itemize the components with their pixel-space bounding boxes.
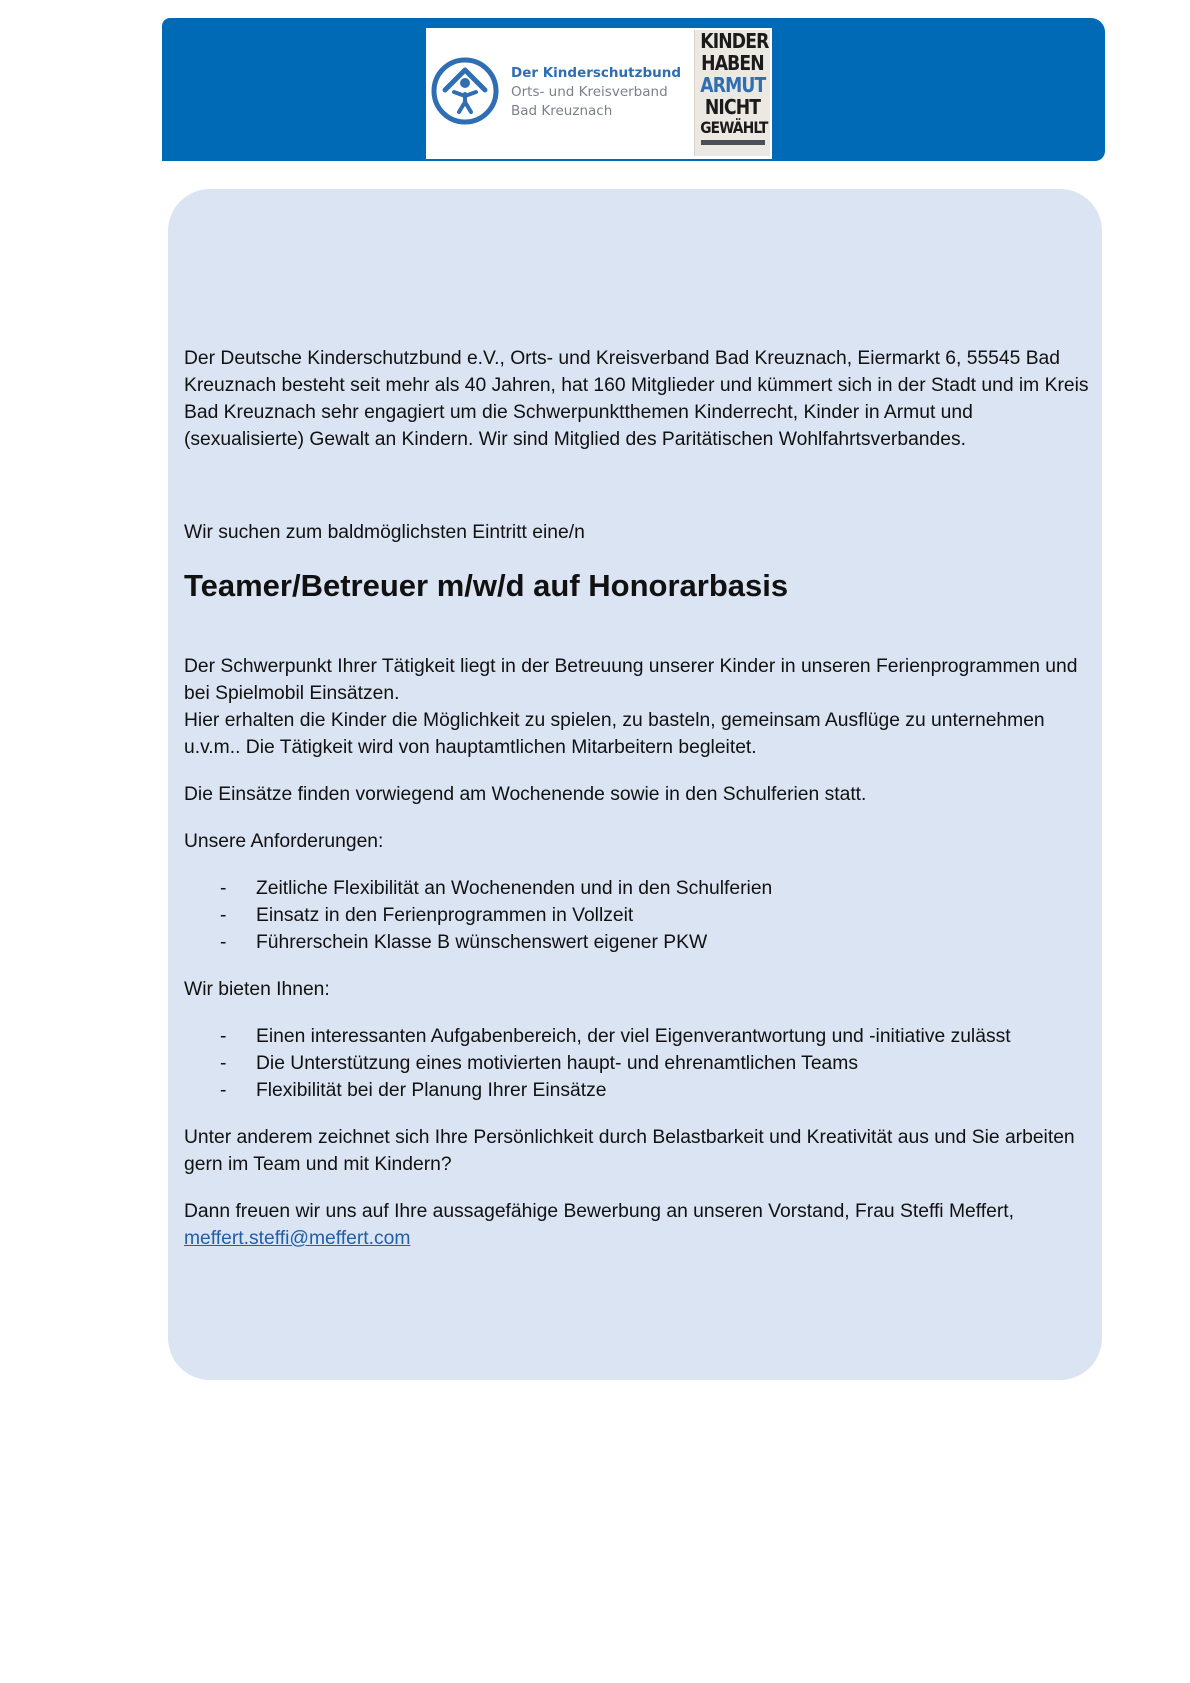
search-line: Wir suchen zum baldmöglichsten Eintritt eine/n	[184, 522, 585, 543]
logo-text	[511, 64, 681, 121]
campaign-logo	[694, 30, 770, 156]
closing-text: Dann freuen wir uns auf Ihre aussagefähige Bewerbung an unseren Vorstand, Frau Steffi Meffert,	[184, 1201, 1014, 1222]
campaign-word: HABEN	[701, 51, 764, 75]
list-item	[184, 1077, 1089, 1104]
offers-list	[184, 1023, 1089, 1104]
campaign-word: GEWÄHLT	[700, 118, 768, 137]
offer-heading: Wir bieten Ihnen:	[184, 979, 330, 1000]
list-item	[184, 1050, 1089, 1077]
focus-paragraph: Der Schwerpunkt Ihrer Tätigkeit liegt in der Betreuung unserer Kinder in unseren Ferienprogrammen und bei Spielmobil Einsätzen.	[184, 656, 1078, 704]
list-item-text: Einsatz in den Ferienprogrammen in Vollzeit	[256, 905, 634, 926]
list-item	[184, 875, 1089, 902]
email-link[interactable]: meffert.steffi@meffert.com	[184, 1228, 411, 1249]
list-item-text: Die Unterstützung eines motivierten haupt- und ehrenamtlichen Teams	[256, 1053, 858, 1074]
list-item	[184, 929, 1089, 956]
campaign-word: NICHT	[704, 95, 761, 119]
list-item-text: Zeitliche Flexibilität an Wochenenden und in den Schulferien	[256, 878, 773, 899]
activities-paragraph: Hier erhalten die Kinder die Möglichkeit zu spielen, zu basteln, gemeinsam Ausflüge zu unternehmen u.v.m.. Die Tätigkeit wird von hauptamtlichen Mitarbeitern begleitet.	[184, 710, 1045, 758]
list-item-text: Einen interessanten Aufgabenbereich, der viel Eigenverantwortung und -initiative zulässt	[256, 1026, 1011, 1047]
kinderschutzbund-emblem-icon	[430, 56, 500, 126]
schedule-paragraph: Die Einsätze finden vorwiegend am Wochenende sowie in den Schulferien statt.	[184, 784, 867, 805]
campaign-word: KINDER	[700, 29, 769, 53]
campaign-word: ARMUT	[700, 73, 766, 97]
logo-org-city: Bad Kreuznach	[511, 103, 613, 119]
intro-paragraph: Der Deutsche Kinderschutzbund e.V., Orts- und Kreisverband Bad Kreuznach, Eiermarkt 6, 55545 Bad Kreuznach besteht seit mehr als 40 Jahren, hat 160 Mitglieder und kümmert sich in der Stadt und im Kreis Bad Kreuznach sehr engagiert um die Schwerpunktthemen Kinderrecht, Kinder in Armut und (sexualisierte) Gewalt an Kindern. Wir sind Mitglied des Paritätischen Wohlfahrtsverbandes.	[184, 348, 1089, 450]
bullet-dash: -	[220, 932, 227, 953]
bullet-dash: -	[220, 1080, 227, 1101]
personality-paragraph: Unter anderem zeichnet sich Ihre Persönlichkeit durch Belastbarkeit und Kreativität aus und Sie arbeiten gern im Team und mit Kindern?	[184, 1127, 1075, 1175]
bullet-dash: -	[220, 905, 227, 926]
requirements-heading: Unsere Anforderungen:	[184, 831, 384, 852]
job-description	[184, 653, 1089, 1252]
logo-org-name: Der Kinderschutzbund	[511, 65, 682, 81]
campaign-strip	[701, 140, 765, 145]
requirements-list	[184, 875, 1089, 956]
list-item	[184, 902, 1089, 929]
logo-org-subtitle: Orts- und Kreisverband	[511, 84, 668, 100]
bullet-dash: -	[220, 878, 227, 899]
bullet-dash: -	[220, 1053, 227, 1074]
list-item	[184, 1023, 1089, 1050]
list-item-text: Führerschein Klasse B wünschenswert eigener PKW	[256, 932, 708, 953]
closing-paragraph	[184, 1198, 1089, 1252]
logo-box	[426, 28, 772, 159]
bullet-dash: -	[220, 1026, 227, 1047]
job-title: Teamer/Betreuer m/w/d auf Honorarbasis	[184, 568, 789, 603]
list-item-text: Flexibilität bei der Planung Ihrer Einsätze	[256, 1080, 607, 1101]
